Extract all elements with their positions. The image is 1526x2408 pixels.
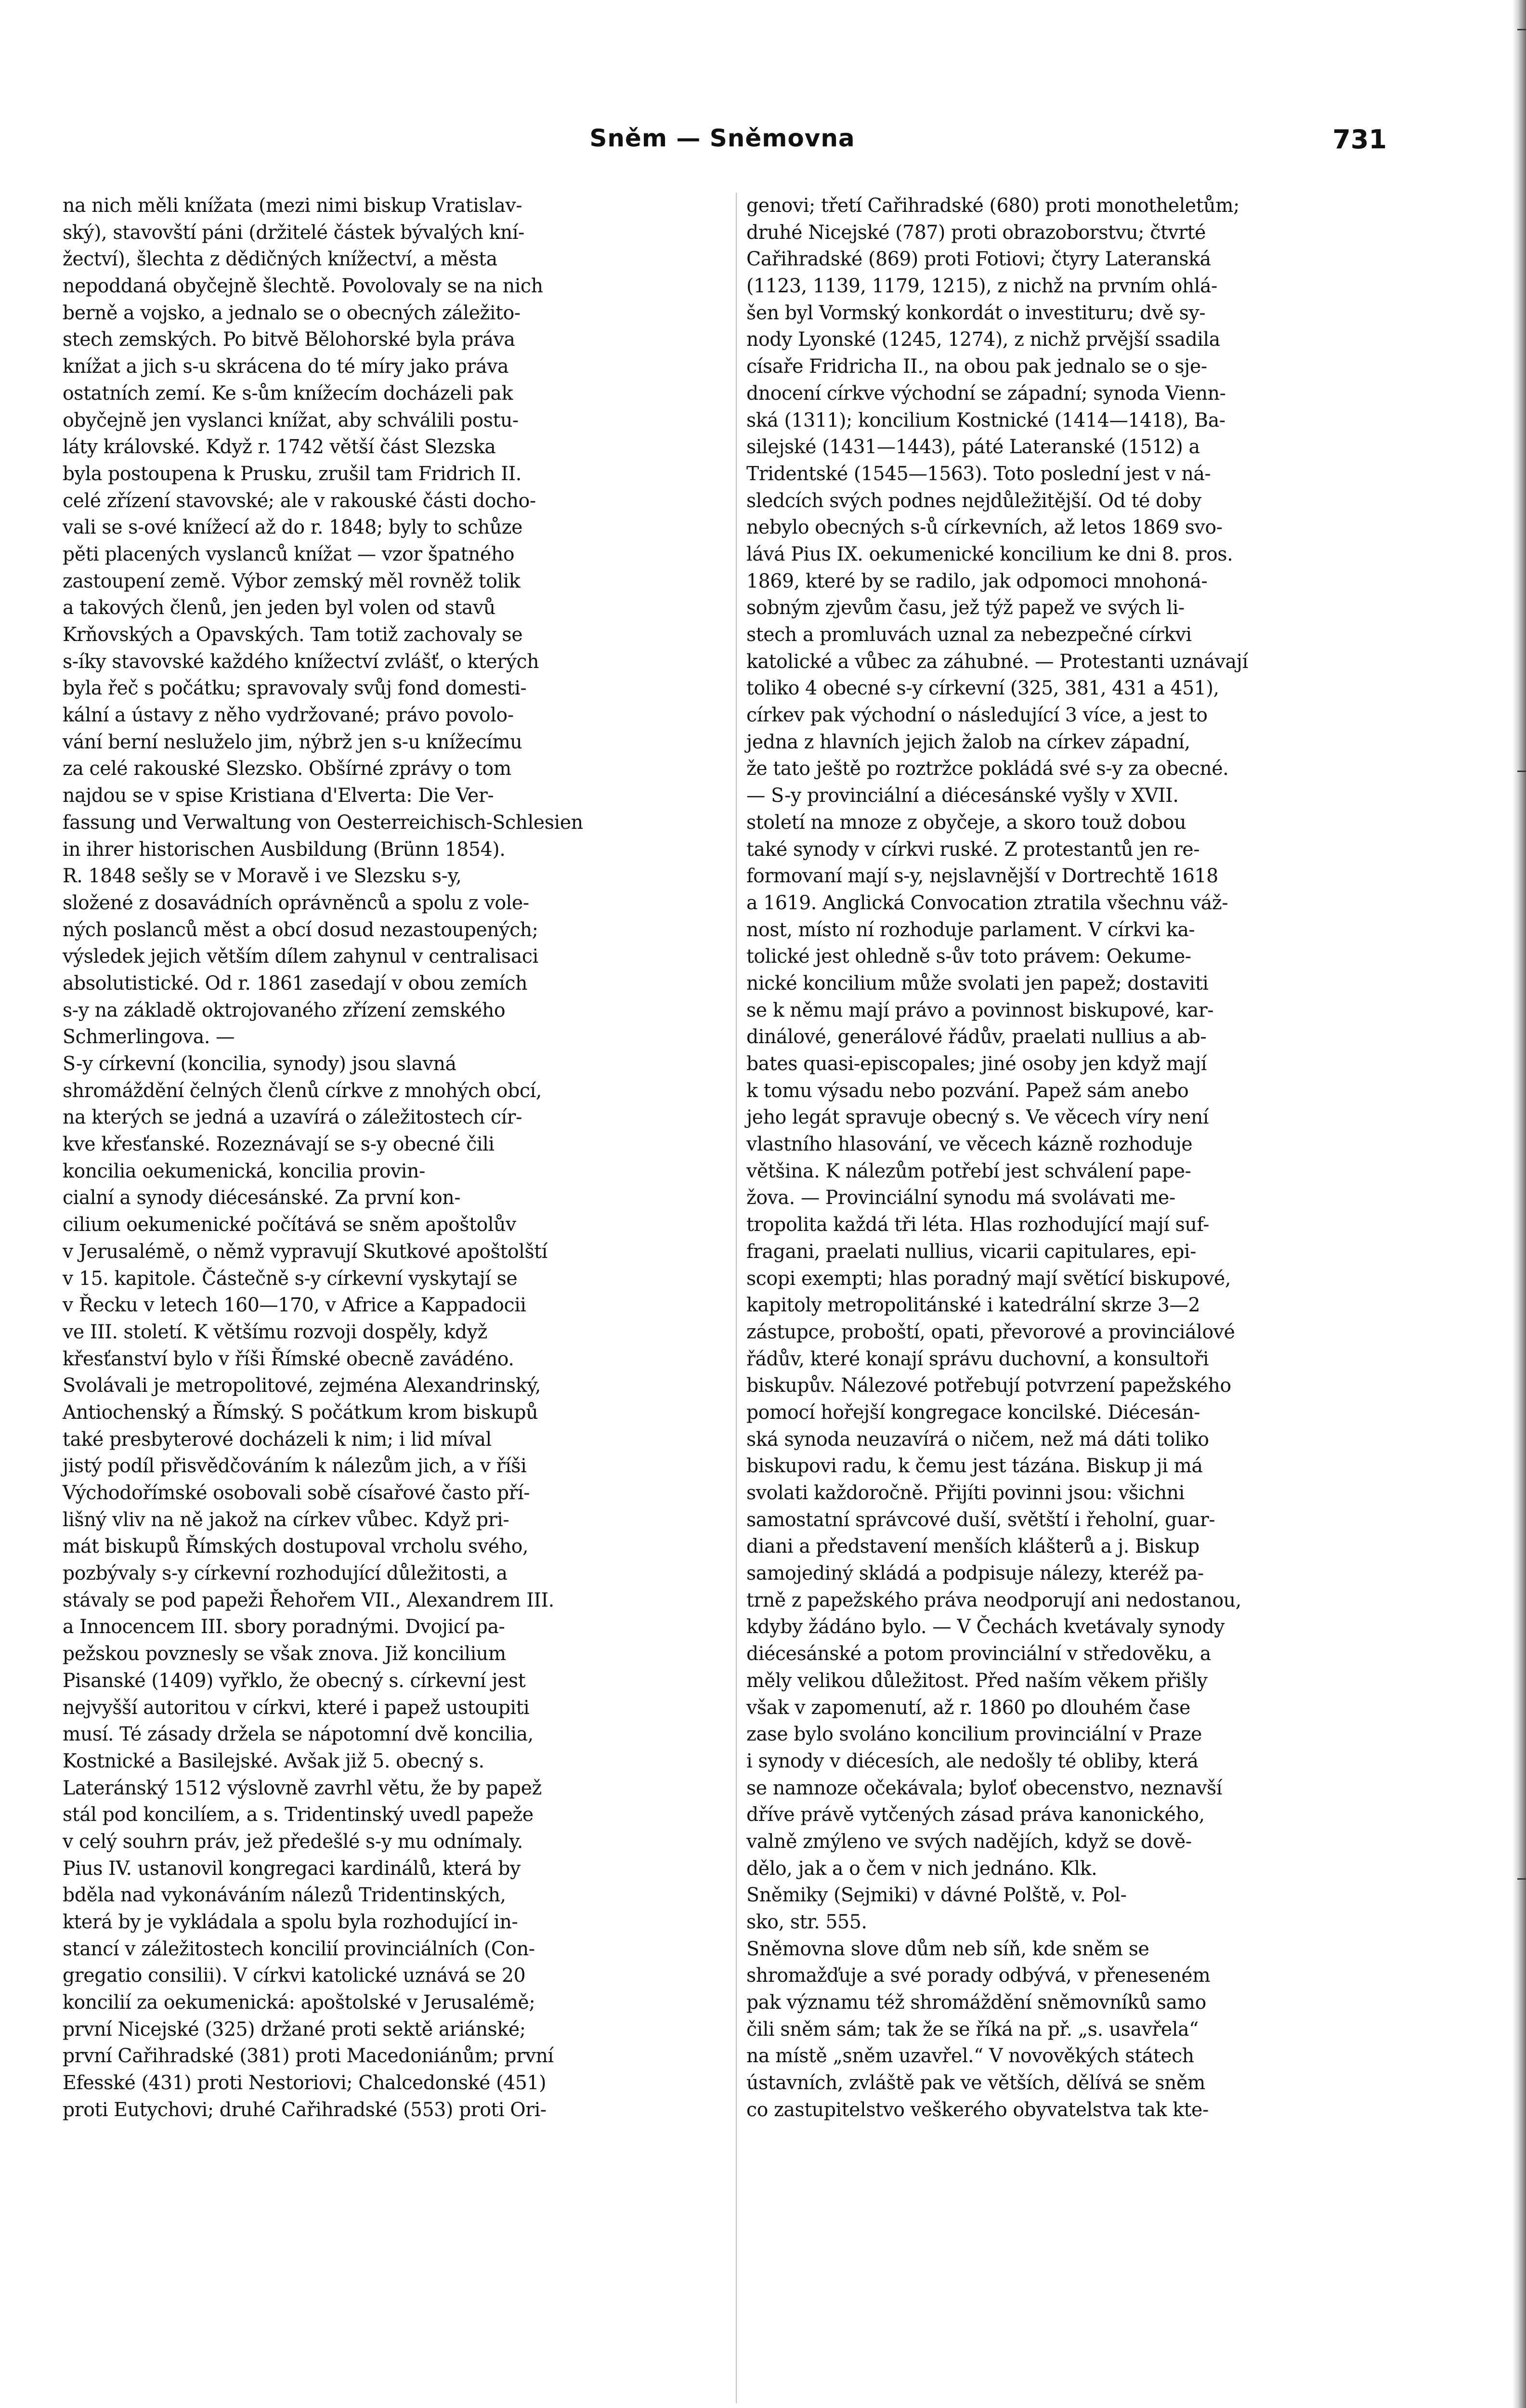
text-line: biskupův. Nálezové potřebují potvrzení papežského	[746, 1374, 1231, 1397]
text-line: fassung und Verwaltung von Oesterreichisch-Schlesien	[63, 811, 583, 834]
text-line: Krňovských a Opavských. Tam totiž zachovaly se	[63, 624, 523, 646]
text-line: zase bylo svoláno koncilium provinciální v Praze	[746, 1723, 1202, 1746]
text-line: biskupovi radu, k čemu jest tázána. Biskup ji má	[746, 1455, 1203, 1478]
text-line: pozbývaly s-y církevní rozhodující důležitosti, a	[63, 1562, 508, 1585]
text-line: na kterých se jedná a uzavírá o záležitostech cír-	[63, 1106, 522, 1129]
text-line: koncilií za oekumenická: apoštolské v Jerusalémě;	[63, 1991, 535, 2014]
text-line: gregatio consilii). V církvi katolické uznává se 20	[63, 1964, 526, 1987]
page-edge-shadow	[1513, 0, 1526, 2408]
text-line: pomocí hořejší kongregace koncilské. Diécesán-	[746, 1401, 1200, 1424]
text-line: láty královské. Když r. 1742 větší část Slezska	[63, 436, 496, 458]
text-line: knížat a jich s-u skrácena do té míry jako práva	[63, 355, 509, 378]
text-line: stávaly se pod papeži Řehořem VII., Alexandrem III.	[63, 1589, 554, 1611]
text-line: ská (1311); koncilium Kostnické (1414—1418), Ba-	[746, 409, 1226, 432]
text-line: pak významu též shromáždění sněmovníků samo	[746, 1991, 1206, 2014]
text-line: katolické a vůbec za záhubné. — Protestanti uznávají	[746, 650, 1248, 673]
text-line: se namnoze očekávala; byloť obecenstvo, neznavší	[746, 1777, 1223, 1799]
text-line: dinálové, generálové řádův, praelati nullius a ab-	[746, 1026, 1207, 1048]
text-line: tropolita každá tři léta. Hlas rozhodující mají suf-	[746, 1214, 1210, 1236]
text-line: tolické jest ohledně s-ův toto právem: Oekume-	[746, 945, 1191, 968]
text-line: nost, místo ní rozhoduje parlament. V církvi ka-	[746, 918, 1195, 941]
right-text-column	[746, 193, 1421, 2124]
text-line: čili sněm sám; tak že se říká na př. „s. usavřela“	[746, 2018, 1199, 2041]
text-line: také presbyterové docházeli k nim; i lid míval	[63, 1428, 492, 1451]
text-line: první Cařihradské (381) proti Macedoniánům; první	[63, 2045, 554, 2068]
text-line: ostatních zemí. Ke s-ům knížecím docházeli pak	[63, 382, 513, 405]
text-line: v Řecku v letech 160—170, v Africe a Kappadocii	[63, 1294, 526, 1317]
running-head	[58, 120, 1387, 178]
text-line: sko, str. 555.	[746, 1911, 867, 1933]
text-line: fragani, praelati nullius, vicarii capitulares, epi-	[746, 1240, 1197, 1263]
text-line: a 1619. Anglická Convocation ztratila všechnu váž-	[746, 891, 1228, 914]
text-line: najdou se v spise Kristiana d'Elverta: Die Ver-	[63, 785, 494, 807]
text-line: byla řeč s počátku; spravovaly svůj fond domesti-	[63, 677, 527, 700]
text-line: berně a vojsko, a jednalo se o obecných záležito-	[63, 301, 521, 324]
text-line: se k němu mají právo a povinnost biskupové, kar-	[746, 999, 1214, 1021]
text-line: ský), stavovští páni (držitelé částek bývalých kní-	[63, 221, 524, 244]
text-line: většina. K nálezům potřebí jest schválení pape-	[746, 1160, 1191, 1182]
text-line: měly velikou důležitost. Před naším věkem přišly	[746, 1669, 1208, 1692]
text-line: výsledek jejich větším dílem zahynul v centralisaci	[63, 945, 538, 968]
text-line: stancí v záležitostech koncilií provinciálních (Con-	[63, 1937, 535, 1960]
text-line: kální a ústavy z něho vydržované; právo povolo-	[63, 704, 514, 727]
text-line: obyčejně jen vyslanci knížat, aby schválili postu-	[63, 409, 519, 432]
text-line: dříve právě vytčených zásad práva kanonického,	[746, 1804, 1205, 1826]
text-line: valně zmýleno ve svých nadějích, když se dově-	[746, 1830, 1192, 1853]
text-line: jedna z hlavních jejich žalob na církev západní,	[746, 731, 1190, 753]
left-text-column	[63, 193, 737, 2124]
text-line: Cařihradské (869) proti Fotiovi; čtyry Lateranská	[746, 248, 1211, 271]
text-line: ných poslanců měst a obcí dosud nezastoupených;	[63, 918, 538, 941]
text-line: samostatní správcové duší, světští i řeholní, guar-	[746, 1508, 1215, 1531]
text-line: sledcích svých podnes nejdůležitější. Od té doby	[746, 489, 1201, 512]
text-line: Efesské (431) proti Nestoriovi; Chalcedonské (451)	[63, 2072, 547, 2094]
text-line: (1123, 1139, 1179, 1215), z nichž na prvním ohlá-	[746, 275, 1217, 298]
text-line: řádův, které konají správu duchovní, a konsultoři	[746, 1348, 1209, 1370]
text-line: k tomu výsadu nebo pozvání. Papež sám anebo	[746, 1079, 1189, 1102]
text-line: stál pod koncilíem, a s. Tridentinský uvedl papeže	[63, 1804, 534, 1826]
text-line: Sněmiky (Sejmiki) v dávné Polště, v. Pol-	[746, 1884, 1127, 1907]
running-title: Sněm — Sněmovna	[589, 124, 855, 152]
text-line: církev pak východní o následující 3 více, a jest to	[746, 704, 1208, 727]
text-line: silejské (1431—1443), páté Lateranské (1512) a	[746, 436, 1200, 458]
text-line: cialní a synody diécesánské. Za první kon-	[63, 1187, 461, 1209]
text-line: bates quasi-episcopales; jiné osoby jen když mají	[746, 1053, 1207, 1075]
text-line: scopi exempti; hlas poradný mají světící biskupové,	[746, 1267, 1231, 1290]
text-line: jeho legát spravuje obecný s. Ve věcech víry není	[746, 1106, 1209, 1129]
text-line: Pius IV. ustanovil kongregaci kardinálů, která by	[63, 1857, 521, 1880]
text-line: nebylo obecných s-ů církevních, až letos 1869 svo-	[746, 516, 1223, 539]
text-line: dělo, jak a o čem v nich jednáno. Klk.	[746, 1857, 1097, 1880]
text-line: však v zapomenutí, až r. 1860 po dlouhém čase	[746, 1696, 1190, 1719]
text-line: za celé rakouské Slezsko. Obšírné zprávy o tom	[63, 758, 511, 780]
text-line: nepoddaná obyčejně šlechtě. Povolovaly se na nich	[63, 275, 543, 298]
text-line: vání berní nesluželo jim, nýbrž jen s-u knížecímu	[63, 731, 522, 753]
text-line: žectví), šlechta z dědičných knížectví, a města	[63, 248, 497, 271]
text-line: žova. — Provinciální synodu má svolávati me-	[746, 1187, 1175, 1209]
text-line: vlastního hlasování, ve věcech kázně rozhoduje	[746, 1133, 1193, 1156]
text-line: dnocení církve východní se západní; synoda Vienn-	[746, 382, 1226, 405]
text-line: shromažďuje a své porady odbývá, v přeneseném	[746, 1964, 1211, 1987]
text-line: šen byl Vormský konkordát o investituru; dvě sy-	[746, 301, 1206, 324]
text-line: Východořímské osobovali sobě císařové často pří-	[63, 1482, 530, 1504]
text-line: cilium oekumenické počítává se sněm apoštolův	[63, 1214, 516, 1236]
text-line: lává Pius IX. oekumenické koncilium ke dni 8. pros.	[746, 543, 1233, 565]
text-line: ská synoda neuzavírá o ničem, než má dáti toliko	[746, 1428, 1209, 1451]
text-line: pěti placených vyslanců knížat — vzor špatného	[63, 543, 515, 565]
text-line: — S-y provinciální a diécesánské vyšly v XVII.	[746, 785, 1179, 807]
text-line: sobným zjevům času, jež týž papež ve svých li-	[746, 597, 1185, 619]
page-number: 731	[1332, 124, 1387, 155]
text-line: in ihrer historischen Ausbildung (Brünn 1854).	[63, 838, 506, 861]
text-line: v celý souhrn práv, jež předešlé s-y mu odnímaly.	[63, 1830, 523, 1853]
text-line: diani a představení menších klášterů a j. Biskup	[746, 1535, 1200, 1558]
text-line: byla postoupena k Prusku, zrušil tam Fridrich II.	[63, 462, 522, 485]
text-line: ve III. století. K většímu rozvoji dospěly, když	[63, 1321, 487, 1343]
text-line: samojediný skládá a podpisuje nálezy, kteréž pa-	[746, 1562, 1204, 1585]
text-line: Pisanské (1409) vyřklo, že obecný s. církevní jest	[63, 1669, 526, 1692]
text-line: století na mnoze z obyčeje, a skoro touž dobou	[746, 811, 1187, 834]
text-line: nejvyšší autoritou v církvi, které i papež ustoupiti	[63, 1696, 530, 1719]
text-line: Lateránský 1512 výslovně zavrhl větu, že by papež	[63, 1777, 542, 1799]
text-line: Svolávali je metropolitové, zejména Alexandrinský,	[63, 1374, 541, 1397]
text-line: ústavních, zvláště pak ve větších, dělívá se sněm	[746, 2072, 1205, 2094]
text-line: a Innocencem III. sbory poradnými. Dvojicí pa-	[63, 1616, 505, 1638]
text-line: 1869, které by se radilo, jak odpomoci mnohoná-	[746, 570, 1208, 592]
text-line: stech zemských. Po bitvě Bělohorské byla práva	[63, 328, 515, 351]
text-line: nické koncilium může svolati jen papež; dostaviti	[746, 972, 1209, 995]
text-line: genovi; třetí Cařihradské (680) proti monotheletům;	[746, 195, 1239, 217]
text-line: proti Eutychovi; druhé Cařihradské (553) proti Ori-	[63, 2098, 547, 2121]
text-line: mát biskupů Římských dostupoval vrcholu svého,	[63, 1535, 529, 1558]
text-line: na místě „sněm uzavřel.“ V novověkých státech	[746, 2045, 1194, 2068]
text-line: křesťanství bylo v říši Římské obecně zavádéno.	[63, 1348, 514, 1370]
text-line: diécesánské a potom provinciální v středověku, a	[746, 1643, 1211, 1665]
text-line: co zastupitelstvo veškerého obyvatelstva tak kte-	[746, 2098, 1209, 2121]
text-line: pežskou povznesly se však znova. Již koncilium	[63, 1643, 506, 1665]
text-line: koncilia oekumenická, koncilia provin-	[63, 1160, 425, 1182]
page-edge-mark	[1517, 771, 1526, 772]
text-line: i synody v diécesích, ale nedošly té obliby, která	[746, 1750, 1199, 1772]
text-line: s-y na základě oktrojovaného zřízení zemského	[63, 999, 506, 1021]
text-line: bděla nad vykonáváním nálezů Tridentinských,	[63, 1884, 506, 1907]
text-line: vali se s-ové knížecí až do r. 1848; byly to schůze	[63, 516, 523, 539]
text-line: lišný vliv na ně jakož na církev vůbec. Když pri-	[63, 1508, 509, 1531]
text-line: jistý podíl přisvědčováním k nálezům jich, a v říši	[63, 1455, 527, 1478]
text-line: Kostnické a Basilejské. Avšak již 5. obecný s.	[63, 1750, 484, 1772]
column-divider	[736, 193, 737, 2403]
text-line: složené z dosavádních oprávněnců a spolu z vole-	[63, 891, 529, 914]
text-line: první Nicejské (325) držané proti sektě ariánské;	[63, 2018, 526, 2041]
text-line: svolati každoročně. Přijíti povinni jsou: všichni	[746, 1482, 1185, 1504]
text-line: R. 1848 sešly se v Moravě i ve Slezsku s-y,	[63, 865, 462, 888]
text-line: zástupce, proboští, opati, převorové a provinciálové	[746, 1321, 1235, 1343]
text-line: Sněmovna slove dům neb síň, kde sněm se	[746, 1937, 1149, 1960]
text-line: Antiochenský a Římský. S počátkum krom biskupů	[63, 1401, 538, 1424]
text-line: druhé Nicejské (787) proti obrazoborstvu; čtvrté	[746, 221, 1206, 244]
text-line: která by je vykládala a spolu byla rozhodující in-	[63, 1911, 518, 1933]
text-line: kve křesťanské. Rozeznávají se s-y obecné čili	[63, 1133, 495, 1156]
text-line: shromáždění čelných členů církve z mnohých obcí,	[63, 1079, 542, 1102]
text-line: a takových členů, jen jeden byl volen od stavů	[63, 597, 496, 619]
text-line: nody Lyonské (1245, 1274), z nichž prvější ssadila	[746, 328, 1220, 351]
text-line: stech a promluvách uznal za nebezpečné církvi	[746, 624, 1192, 646]
text-line: musí. Té zásady držela se nápotomní dvě koncilia,	[63, 1723, 534, 1746]
text-line: v 15. kapitole. Částečně s-y církevní vyskytají se	[63, 1267, 518, 1290]
text-line: Schmerlingova. —	[63, 1026, 235, 1048]
text-line: v Jerusalémě, o němž vypravují Skutkové apoštolští	[63, 1240, 548, 1263]
text-line: kdyby žádáno bylo. — V Čechách kvetávaly synody	[746, 1616, 1225, 1638]
text-line: celé zřízení stavovské; ale v rakouské části docho-	[63, 489, 536, 512]
text-line: S-y církevní (koncilia, synody) jsou slavná	[63, 1053, 456, 1075]
text-line: formovaní mají s-y, nejslavnější v Dortrechtě 1618	[746, 865, 1218, 888]
text-line: císaře Fridricha II., na obou pak jednalo se o sje-	[746, 355, 1207, 378]
text-line: Tridentské (1545—1563). Toto poslední jest v ná-	[746, 462, 1211, 485]
page-edge-mark	[1517, 29, 1526, 30]
page-edge-mark	[1517, 1878, 1526, 1880]
text-line: kapitoly metropolitánské i katedrální skrze 3—2	[746, 1294, 1200, 1317]
text-line: s-íky stavovské každého knížectví zvlášť, o kterých	[63, 650, 539, 673]
text-line: absolutistické. Od r. 1861 zasedají v obou zemích	[63, 972, 527, 995]
text-line: toliko 4 obecné s-y církevní (325, 381, 431 a 451),	[746, 677, 1219, 700]
text-line: že tato ještě po roztržce pokládá své s-y za obecné.	[746, 758, 1229, 780]
text-line: také synody v církvi ruské. Z protestantů jen re-	[746, 838, 1200, 861]
text-line: na nich měli knížata (mezi nimi biskup Vratislav-	[63, 195, 522, 217]
text-line: trně z papežského práva neodporují ani nedostanou,	[746, 1589, 1241, 1611]
text-line: zastoupení země. Výbor zemský měl rovněž tolik	[63, 570, 521, 592]
